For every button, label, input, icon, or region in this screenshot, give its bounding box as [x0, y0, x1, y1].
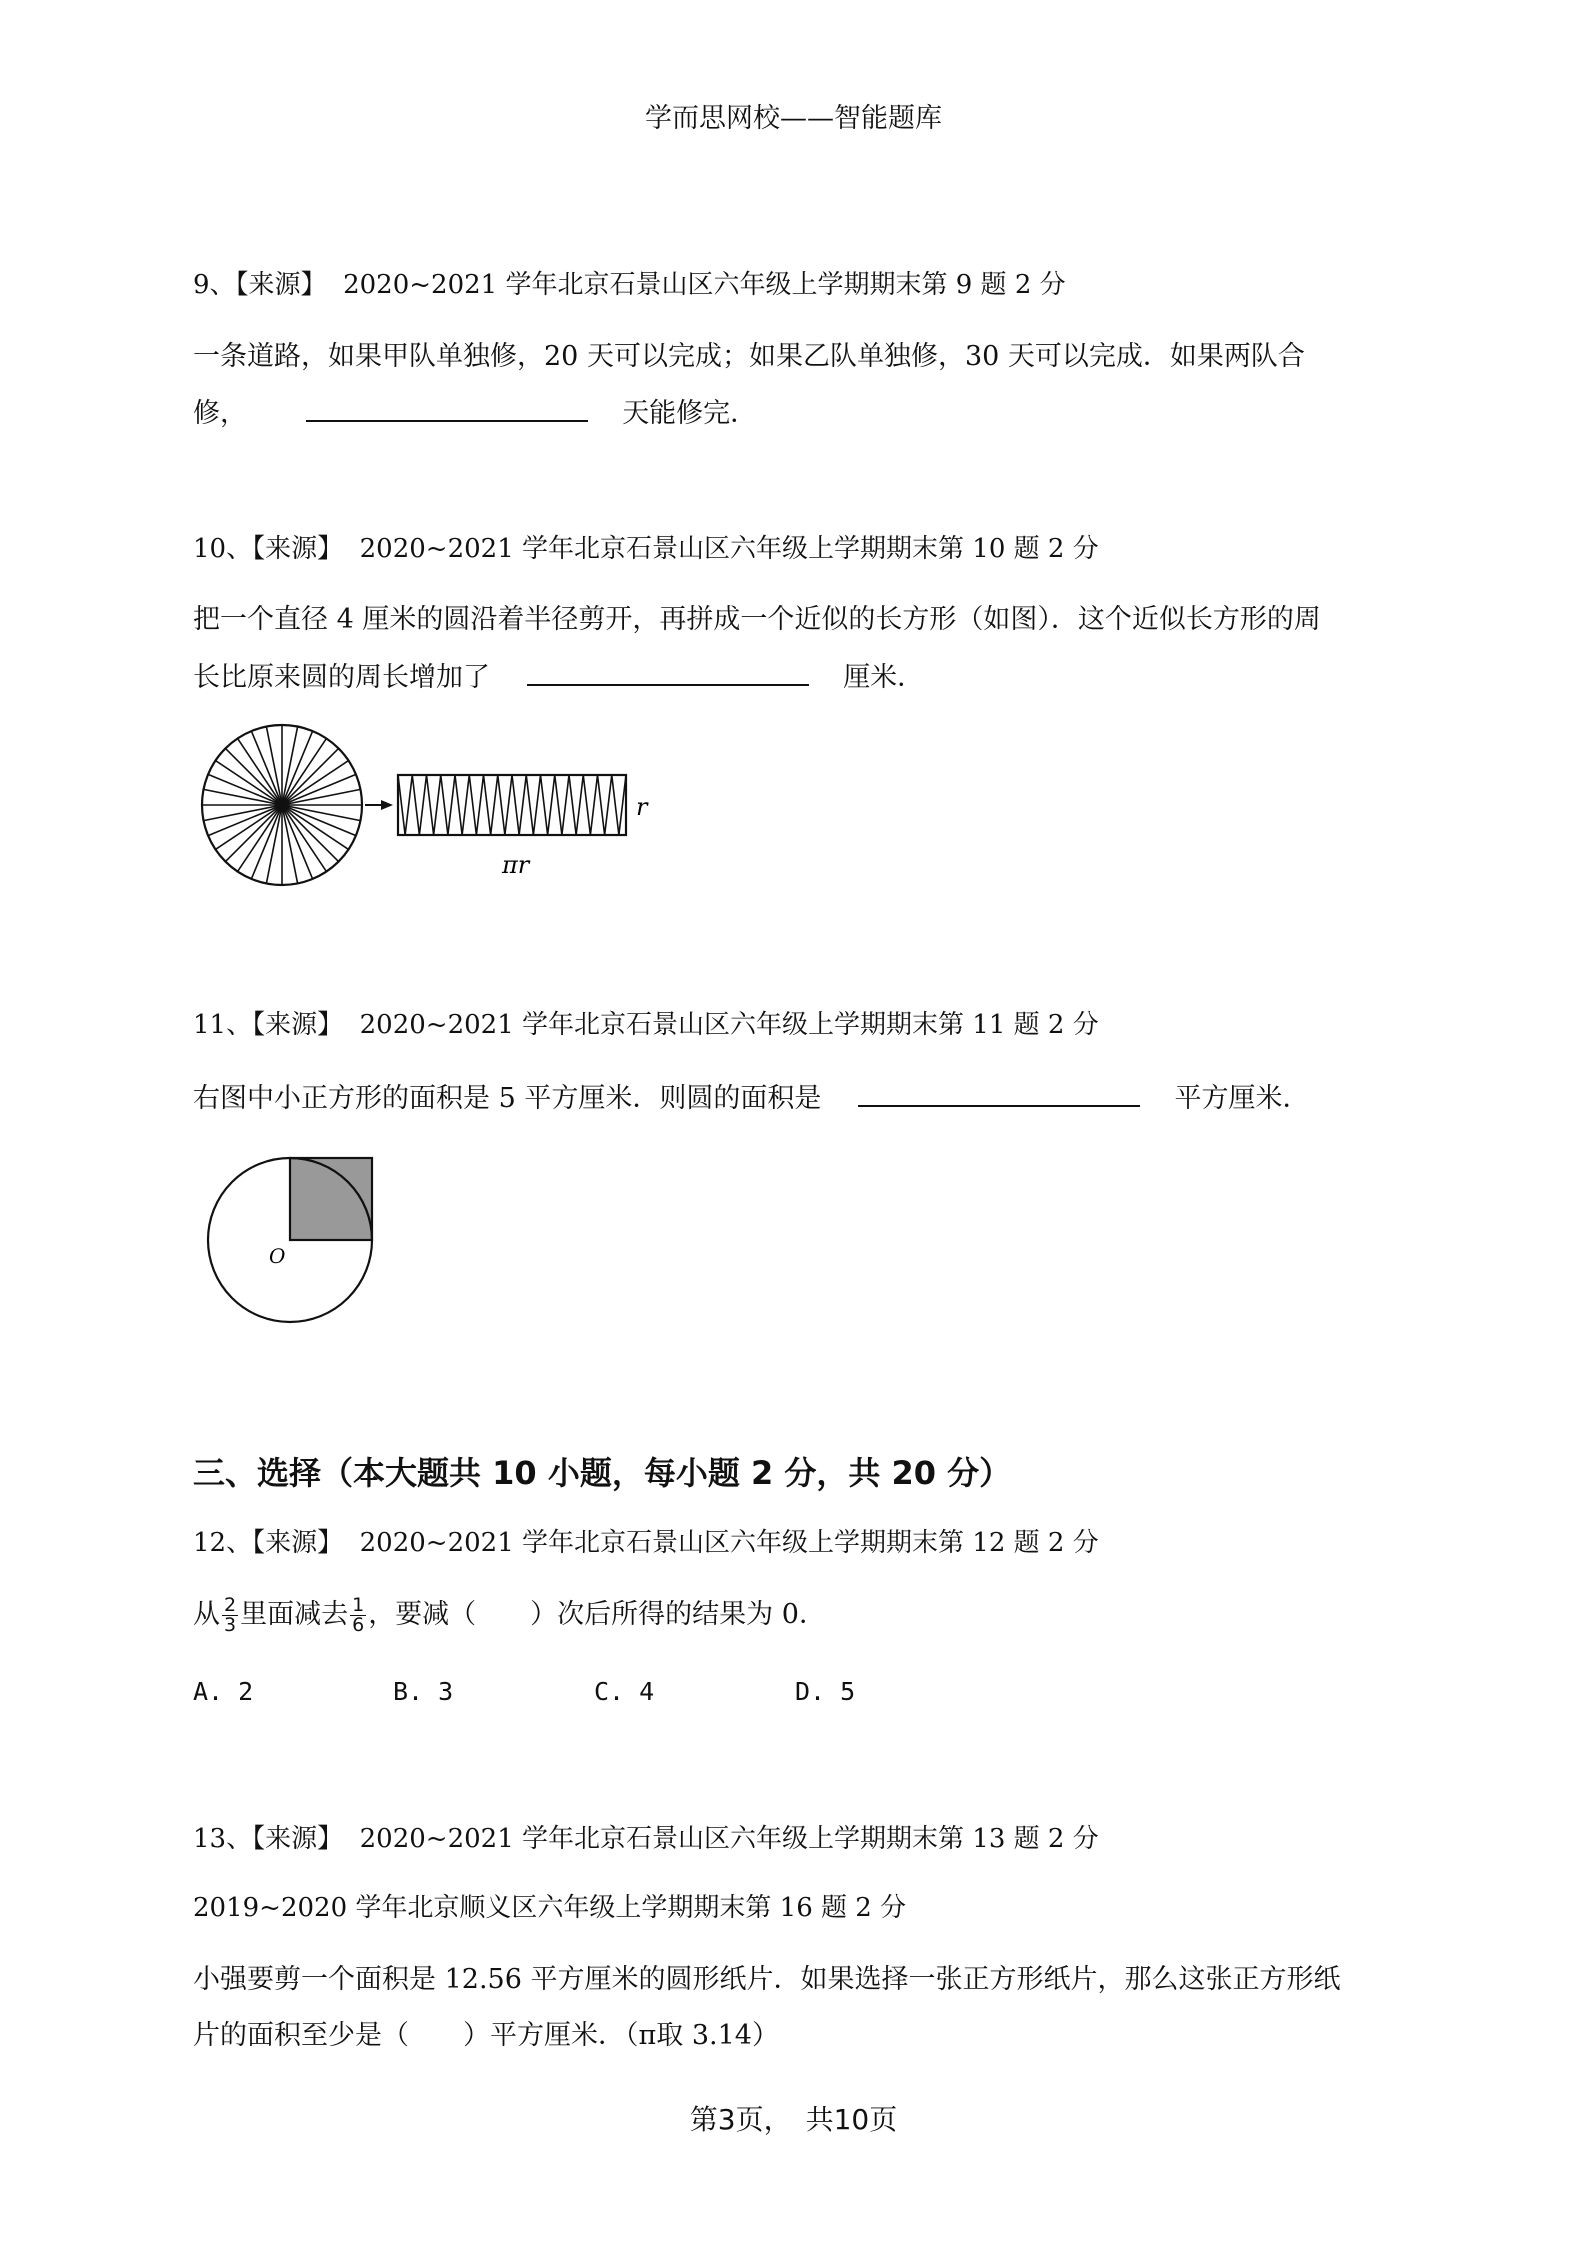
q10-text-line2 [193, 654, 924, 694]
q13-source-line [193, 1818, 1099, 1855]
q9-prefix: 修， [193, 398, 247, 429]
q11-source-line [193, 1004, 1099, 1041]
q11-answer-blank[interactable] [858, 1075, 1140, 1107]
sliced-circle [202, 725, 362, 885]
q12-suffix: ，要减（ ）次后所得的结果为 0． [368, 1599, 826, 1630]
q10-number: 10、 [193, 534, 253, 564]
rect-height-label: r [636, 793, 648, 821]
q13-text-line1: 小强要剪一个面积是 12.56 平方厘米的圆形纸片．如果选择一张正方形纸片，那么这张正方形纸 [193, 1964, 1341, 1995]
q12-source-tag: 【来源】 [252, 1528, 344, 1558]
option-b[interactable]: B. 3 [393, 1677, 454, 1706]
fraction-one-sixth: $\frac{1}{6}$ [352, 1594, 365, 1636]
q13-text-line2: 片的面积至少是（ ）平方厘米．（π取 3.14） [193, 2020, 779, 2051]
q9-answer-blank[interactable] [306, 390, 588, 422]
q12-number: 12、 [193, 1528, 253, 1558]
q13-source: 2020~2021 学年北京石景山区六年级上学期期末第 13 题 2 分 [359, 1824, 1099, 1854]
arrow-icon [365, 800, 393, 810]
section-title: 三、选择（本大题共 10 小题，每小题 2 分，共 20 分） [193, 1454, 1012, 1492]
q12-source-line [193, 1522, 1099, 1559]
page-header: 学而思网校——智能题库 [645, 103, 942, 134]
q10-figure [195, 720, 675, 900]
q9-source-line [193, 264, 1066, 301]
rect-width-label: πr [502, 851, 530, 879]
q10-source-line [193, 528, 1099, 565]
approx-rectangle [398, 775, 626, 835]
q11-number: 11、 [193, 1010, 253, 1040]
q9-source: 2020~2021 学年北京石景山区六年级上学期期末第 9 题 2 分 [343, 270, 1066, 300]
q12-source: 2020~2021 学年北京石景山区六年级上学期期末第 12 题 2 分 [359, 1528, 1099, 1558]
q9-suffix: 天能修完． [622, 398, 758, 429]
option-d[interactable]: D. 5 [795, 1677, 856, 1706]
q11-prefix: 右图中小正方形的面积是 5 平方厘米．则圆的面积是 [193, 1083, 822, 1114]
q12-mid: 里面减去 [240, 1599, 349, 1630]
q11-suffix: 平方厘米． [1174, 1083, 1310, 1114]
q11-text-line1 [193, 1075, 1310, 1115]
q10-text-line1: 把一个直径 4 厘米的圆沿着半径剪开，再拼成一个近似的长方形（如图）．这个近似长方形的周 [193, 604, 1321, 635]
q9-number: 9、 [193, 270, 236, 300]
q12-prefix: 从 [193, 1599, 220, 1630]
q10-prefix: 长比原来圆的周长增加了 [193, 662, 490, 693]
center-label: O [269, 1244, 286, 1268]
page-footer: 第3页， 共10页 [689, 2103, 898, 2136]
q11-figure [195, 1150, 395, 1340]
q9-text-line2 [193, 390, 757, 430]
q11-source-tag: 【来源】 [252, 1010, 344, 1040]
q13-number: 13、 [193, 1824, 253, 1854]
option-c[interactable]: C. 4 [594, 1677, 655, 1706]
fraction-two-thirds: $\frac{2}{3}$ [224, 1594, 237, 1636]
option-a[interactable]: A. 2 [193, 1677, 254, 1706]
q9-text-line1: 一条道路，如果甲队单独修，20 天可以完成；如果乙队单独修，30 天可以完成．如果两队合 [193, 341, 1305, 372]
q10-answer-blank[interactable] [527, 654, 809, 686]
shaded-square [290, 1158, 372, 1240]
q9-source-tag: 【来源】 [235, 270, 327, 300]
q10-source-tag: 【来源】 [252, 534, 344, 564]
q13-source-tag: 【来源】 [252, 1824, 344, 1854]
q11-source: 2020~2021 学年北京石景山区六年级上学期期末第 11 题 2 分 [359, 1010, 1099, 1040]
q10-suffix: 厘米． [843, 662, 925, 693]
q13-source2: 2019~2020 学年北京顺义区六年级上学期期末第 16 题 2 分 [193, 1893, 907, 1923]
q12-question [193, 1592, 826, 1635]
q10-source: 2020~2021 学年北京石景山区六年级上学期期末第 10 题 2 分 [359, 534, 1099, 564]
